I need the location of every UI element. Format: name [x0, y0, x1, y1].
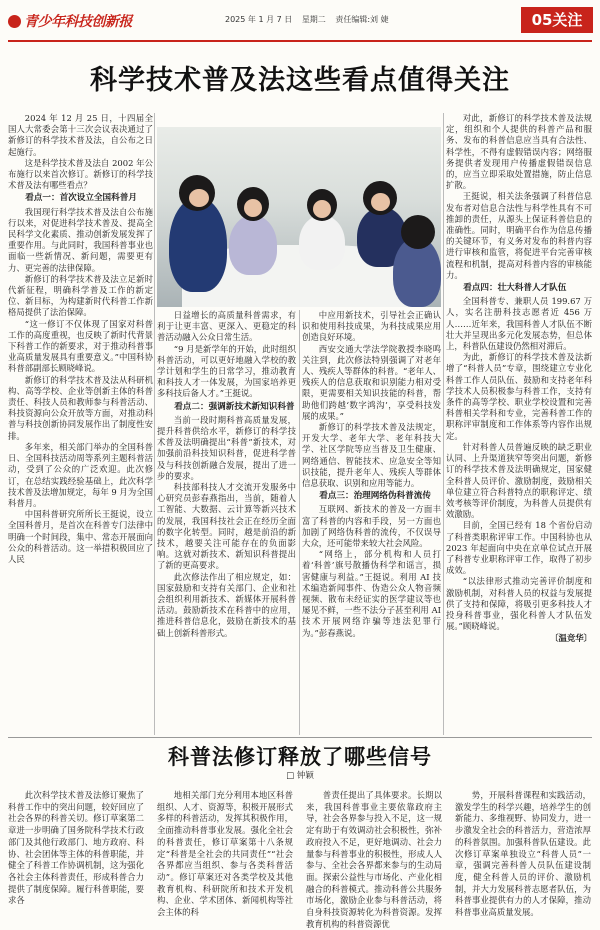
article-photo: [157, 127, 441, 307]
paragraph: “9 月是新学年的开始，此时组织科普活动，可以更好地融入学校的教学计划和学生的日常学习，推动教育和科技人才一体发展，为国家培养更多科技后备人才。”王挺说。: [157, 343, 296, 399]
article-column-2: [157, 310, 296, 735]
paragraph: 这是科学技术普及法自 2002 年公布施行以来首次修订。新修订的科学技术普及法有哪些看点？: [8, 157, 153, 191]
paragraph: 目前，全国已经有 18 个省份启动了科普类职称评审工作。中国科协也从 2023 年起面向中央在京单位试点开展了科普专业职称评审工作，取得了初步成效。: [446, 520, 592, 576]
issue-weekday: 星期二: [301, 15, 326, 24]
paragraph: 全国科普专、兼职人员 199.67 万人，实名注册科技志愿者近 456 万人……近年来，我国科普人才队伍不断壮大并呈现出多元化发展态势，但总体上，科普队伍建设仍然相对滞后。: [446, 296, 592, 352]
column-divider: [154, 113, 155, 735]
issue-editor: 责任编辑:刘 婕: [335, 15, 389, 24]
paragraph: 日益增长的高质量科普需求，有利于让更丰富、更深入、更稳定的科普活动融入公众日常生活。: [157, 310, 296, 343]
paragraph: “网络上，部分机构和人员打着‘科普’旗号散播伪科学和谣言，损害健康与利益。”王挺说。利用 AI 技术编造新闻事件、伪造公众人物音频视频、散布未经证实的医学建议等也屡见不鲜，一些不法分子甚至利用 AI 技术开展网络诈骗等违法犯罪行为。”彭春燕说。: [302, 549, 441, 638]
photo-face: [371, 193, 390, 211]
newspaper-logo: [8, 11, 132, 31]
paragraph: “这一修订不仅体现了国家对科普工作的高度重视，也反映了新时代背景下科普工作的新要求，对于推动科普事业高质量发展具有重要意义。”中国科协科普部副部长顾晓峰说。: [8, 318, 153, 374]
paragraph: 互联网、新技术的普及一方面丰富了科普的内容和手段，另一方面也加剧了网络伪科普的流传，不仅误导大众，还可能带来较大社会风险。: [302, 504, 441, 549]
section-tag: 05关注: [521, 7, 593, 33]
photo-face: [313, 200, 331, 218]
paragraph: 为此，新修订的科学技术普及法新增了“科普人员”专章，围绕建立专业化科普工作人员队伍、鼓励和支持老年科学技术人员积极参与科普工作，支持有条件的高等学校、职业学校设置和完善科普相关学科和专业，完善科普工作的职称评审制度和工作体系等内容作出规定。: [446, 352, 592, 441]
paragraph: “以法律形式推动完善评价制度和激励机制，对科普人员的权益与发展提供了支持和保障，将吸引更多科技人才投身科普事业，强化科普人才队伍发展。”顾晓峰说。: [446, 576, 592, 632]
subheading: 看点二：强调新技术新知识科普: [174, 401, 295, 412]
paragraph: 新修订的科学技术普及法立足新时代新征程，明确科学普及工作的新定位、新目标，为构建新时代科普工作新格局提供了法治保障。: [8, 273, 153, 318]
paragraph: 此次科学技术普及法修订聚焦了科普工作中的突出问题，较好回应了社会各界的科普关切。修订草案第二章进一步明确了国务院科学技术行政部门及其他行政部门、地方政府、科协、社会团体等主体的科普职能，并健全了科普工作协调机制，这为强化各社会主体科普责任，形成科普合力提供了制度保障。履行科普职能，要求各: [8, 790, 144, 906]
paragraph: 2024 年 12 月 25 日，十四届全国人大常委会第十三次会议表决通过了新修订的科学技术普及法，自公布之日起施行。: [8, 113, 153, 157]
second-headline: 科普法修订释放了哪些信号: [168, 745, 432, 769]
photo-head: [401, 215, 435, 249]
newspaper-name: 青少年科技创新报: [24, 14, 132, 30]
column-divider: [443, 113, 444, 735]
paragraph: 中应用新技术，引导社会正确认识和使用科技成果，为科技成果应用创造良好环境。: [302, 310, 441, 343]
masthead-rule: [8, 40, 592, 42]
paragraph: 科技部科技人才交流开发服务中心研究员彭春燕指出，当前，随着人工智能、大数据、云计算等新兴技术的发展，我国科技社会正在经历全面的数字化转型。同时，越是前沿的新技术，越要关注可能存在的负面影响。这就对新技术、新知识科普提出了新的更高要求。: [157, 482, 296, 571]
second-byline: □ 钟颖: [286, 771, 314, 781]
article-author: 〔温竞华〕: [550, 633, 592, 644]
article-column-3: [302, 310, 441, 735]
masthead: [0, 0, 600, 40]
paragraph: 势，开展科普课程和实践活动，激发学生的科学兴趣，培养学生的创新能力、多维视野、协同发力，进一步激发全社会的科普活力，营造浓厚的科普氛围。加强科普队伍建设。此次修订草案单独设立“科普人员”一章，强调完善科普人员队伍建设制度，健全科普人员的评价、激励机制，并大力发展科普志愿者队伍，为科普事业提供有力的人才保障，推动科普事业高质量发展。: [455, 790, 591, 918]
issue-date: 2025 年 1 月 7 日: [225, 15, 293, 24]
paragraph: 地相关部门充分利用本地区科普组织、人才、资源等，积极开展形式多样的科普活动，发挥其积极作用，全面推动科普事业发展。强化全社会的科普责任，修订草案第十八条规定“科普是全社会的共同责任”“社会各界都应当组织、参与各类科普活动”。修订草案还对各类学校及其他教育机构、科研院所和技术开发机构、企业、学术团体、新闻机构等社会主体的科: [157, 790, 293, 918]
logo-mark-icon: [8, 15, 21, 28]
paragraph: 新修订的科学技术普及法从科研机构、高等学校、企业等创新主体的科普责任、科技人员和教师参与科普活动、科技资源向公众开放等方面，对推动科普与科技创新协同发展作出了制度性安排。: [8, 374, 153, 441]
paragraph: 我国现行科学技术普及法自公布施行以来，对促进科学技术普及、提高全民科学文化素质、推动创新发展发挥了重要作用。与此同时，我国科普事业也面临一些新情况、新问题，需要更有力、更完善的法律保障。: [8, 206, 153, 273]
photo-face: [244, 199, 262, 217]
paragraph: 新修订的科学技术普及法规定，开发大学、老年大学、老年科技大学、社区学院等应当普及卫生健康、网络通信、智能技术、应急安全等知识技能，提升老年人、残疾人等群体信息获取、识别和应用等能力。: [302, 422, 441, 489]
issue-info: [225, 14, 396, 25]
subheading: 看点三：治理网络伪科普流传: [319, 491, 431, 502]
paragraph: 对此，新修订的科学技术普及法规定，组织和个人提供的科普产品和服务、发布的科普信息应当具有合法性、科学性，不得有虚假错误内容；网络服务提供者发现用户传播虚假错误信息的，应当立即采取处置措施，防止信息扩散。: [446, 113, 592, 191]
paragraph: 中国科普研究所所长王挺说，设立全国科普月，是首次在科普专门法律中明确一个时间段，集中、常态开展面向公众的科普活动。这一举措积极回应了人民: [8, 509, 153, 564]
paragraph: 此次修法作出了相应规定，如：国家鼓励和支持有关部门、企业和社会组织利用新技术、新媒体开展科普活动。鼓励新技术在科普中的应用，推进科普信息化，鼓励在新技术的基础上创新科普形式。: [157, 571, 296, 638]
subheading: 看点四：壮大科普人才队伍: [463, 283, 567, 294]
main-headline: 科学技术普及法这些看点值得关注: [90, 65, 510, 96]
photo-face: [189, 189, 209, 207]
second-article-column-1: [8, 790, 144, 906]
photo-child: [229, 215, 277, 275]
paragraph: 针对科普人员普遍反映的缺乏职业认同、上升渠道狭窄等突出问题，新修订的科学技术普及法明确规定，国家健全科普人员评价、激励制度，鼓励相关单位建立符合科普特点的职称评定、绩效考核等评价制度，为科普人员提供有效激励。: [446, 441, 592, 520]
paragraph: 西安交通大学法学院教授李晓鸣关注到，此次修法特别强调了对老年人、残疾人等群体的科普。“老年人、残疾人的信息获取和识别能力相对受限，更需要相关知识技能的科普，帮助他们跨越‘数字鸿沟’，享受科技发展的成果。”: [302, 343, 441, 421]
paragraph: 多年来，相关部门举办的全国科普日、全国科技活动周等系列主题科普活动，受到了公众的广泛欢迎。此次修订，在总结实践经验基础上，此次科学技术普及法增加规定，每年 9 月为全国科普月。: [8, 441, 153, 508]
paragraph: 当前一段时期科普高质量发展，提升科普供给水平，新修订的科学技术普及法明确提出“科普”新技术，对加强前沿科技知识科普，促进科学普及与科技创新融合发展，提出了进一步的要求。: [157, 414, 296, 481]
photo-child: [299, 215, 345, 270]
paragraph: 王挺说，相关法条强调了科普信息发布者对信息合法性与科学性具有不可推卸的责任，从源头上保证科普信息的准确性。同时，明确平台作为信息传播的关键环节，有义务对发布的科普内容进行审核和监管，将促进平台完善审核流程和机制，提高对科普内容的审核能力。: [446, 191, 592, 280]
column-divider: [299, 310, 300, 735]
second-article-column-4: [455, 790, 591, 918]
second-article-column-3: [306, 790, 442, 929]
subheading: 看点一：首次设立全国科普月: [25, 193, 137, 204]
article-column-1: [8, 113, 153, 735]
paragraph: 普责任提出了具体要求。长期以来，我国科普事业主要依靠政府主导，社会各界参与投入不足，这一规定有助于有效调动社会积极性，弥补政府投入不足，更好地调动、社会力量参与科普事业的积极性，形成人人参与、全社会各界都来参与的生动局面。探索公益性与市场化、产业化相融合的科普模式。推动科普公共服务市场化，激励企业参与科普活动，将自身科技资源转化为科普资源。发挥教育机构的科普资源优: [306, 790, 442, 929]
second-article-column-2: [157, 790, 293, 918]
photo-child: [169, 197, 227, 292]
article-separator: [8, 737, 592, 738]
article-column-4: [446, 113, 592, 735]
